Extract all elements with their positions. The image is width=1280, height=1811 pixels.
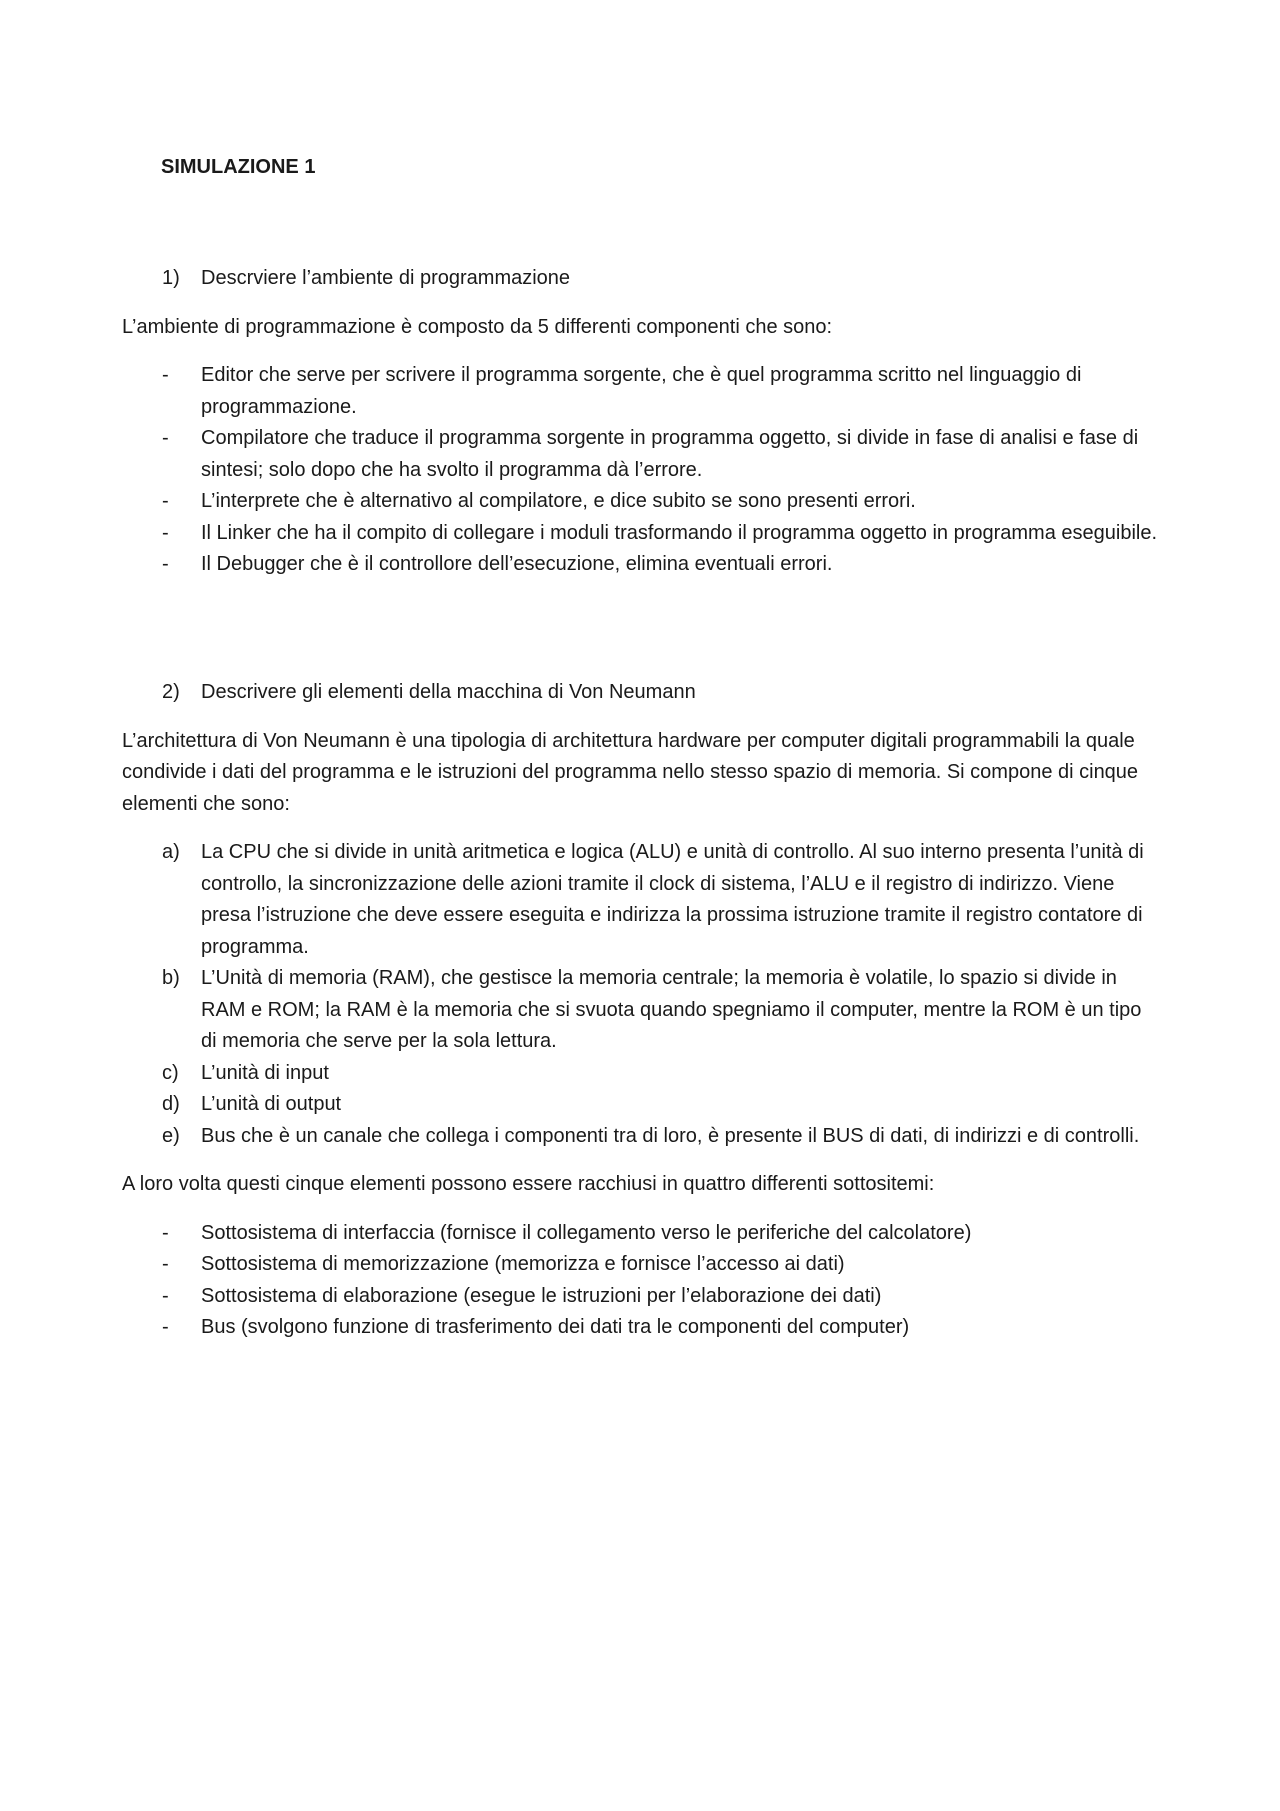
list-item [122, 1281, 1162, 1313]
list-item [122, 549, 1162, 581]
section-1 [122, 263, 1162, 581]
list-item [122, 963, 1162, 1058]
list-item-text: La CPU che si divide in unità aritmetica e logica (ALU) e unità di controllo. Al suo interno presenta l’unità di controllo, la sincronizzazione delle azioni tramite il clock di sistema, l’ALU e il registro di indirizzo. Viene presa l’istruzione che deve essere eseguita e indirizza la prossima istruzione tramite il registro contatore di programma. [201, 841, 1144, 958]
section-1-number: 1) [162, 267, 180, 289]
list-marker: b) [162, 967, 180, 989]
list-item [122, 837, 1162, 963]
list-item-text: Editor che serve per scrivere il programma sorgente, che è quel programma scritto nel linguaggio di programmazione. [201, 364, 1082, 418]
list-item-text: L’Unità di memoria (RAM), che gestisce la memoria centrale; la memoria è volatile, lo spazio si divide in RAM e ROM; la RAM è la memoria che si svuota quando spegniamo il computer, mentre la ROM è un tipo di memoria che serve per la sola lettura. [201, 967, 1142, 1052]
list-item [122, 423, 1162, 486]
list-item-text: Bus (svolgono funzione di trasferimento dei dati tra le componenti del computer) [201, 1316, 910, 1338]
list-marker: - [162, 521, 169, 544]
list-marker: - [162, 1221, 169, 1244]
section-2-number: 2) [162, 681, 180, 703]
list-item-text: Sottosistema di memorizzazione (memorizza e fornisce l’accesso ai dati) [201, 1253, 845, 1275]
section-2 [122, 677, 1162, 1344]
list-item-text: Compilatore che traduce il programma sorgente in programma oggetto, si divide in fase di analisi e fase di sintesi; solo dopo che ha svolto il programma dà l’errore. [201, 427, 1139, 481]
list-marker: d) [162, 1093, 180, 1115]
list-marker: - [162, 364, 169, 386]
list-item-text: Il Linker che ha il compito di collegare i moduli trasformando il programma oggetto in programma eseguibile. [201, 521, 1158, 544]
list-item [122, 1249, 1162, 1281]
section-2-sublist [122, 1218, 1162, 1344]
document-title: SIMULAZIONE 1 [161, 156, 316, 178]
list-item-text: Il Debugger che è il controllore dell’esecuzione, elimina eventuali errori. [201, 553, 833, 575]
list-marker: - [162, 1284, 169, 1307]
list-item [122, 1058, 1162, 1090]
section-2-heading-text: Descrivere gli elementi della macchina di Von Neumann [201, 681, 696, 703]
list-marker: - [162, 1316, 169, 1338]
list-marker: - [162, 490, 169, 512]
section-2-intro: L’architettura di Von Neumann è una tipologia di architettura hardware per computer digitali programmabili la quale condivide i dati del programma e le istruzioni del programma nello stesso spazio di memoria. Si compone di cinque elementi che sono: [122, 729, 1139, 815]
section-2-heading [122, 677, 1162, 709]
list-marker: - [162, 1253, 169, 1275]
section-1-heading-text: Descrviere l’ambiente di programmazione [201, 267, 571, 289]
list-item [122, 360, 1162, 423]
section-1-heading [122, 263, 1162, 295]
list-item-text: Sottosistema di elaborazione (esegue le istruzioni per l’elaborazione dei dati) [201, 1284, 882, 1307]
list-marker: - [162, 553, 169, 575]
list-item [122, 518, 1162, 550]
list-marker: a) [162, 841, 180, 863]
section-2-outro: A loro volta questi cinque elementi possono essere racchiusi in quattro differenti sottositemi: [122, 1173, 935, 1195]
list-item [122, 1089, 1162, 1121]
list-item [122, 1121, 1162, 1153]
section-2-list [122, 837, 1162, 1152]
list-marker: e) [162, 1124, 180, 1147]
list-item-text: Sottosistema di interfaccia (fornisce il collegamento verso le periferiche del calcolatore) [201, 1221, 972, 1244]
list-marker: - [162, 427, 169, 449]
section-1-list [122, 360, 1162, 581]
list-item-text: L’interprete che è alternativo al compilatore, e dice subito se sono presenti errori. [201, 490, 916, 512]
list-item [122, 486, 1162, 518]
list-item-text: L’unità di output [201, 1093, 342, 1115]
list-item [122, 1312, 1162, 1344]
list-item [122, 1218, 1162, 1250]
section-1-intro: L’ambiente di programmazione è composto da 5 differenti componenti che sono: [122, 315, 833, 338]
list-item-text: L’unità di input [201, 1061, 329, 1084]
list-marker: c) [162, 1061, 179, 1084]
list-item-text: Bus che è un canale che collega i componenti tra di loro, è presente il BUS di dati, di indirizzi e di controlli. [201, 1124, 1140, 1147]
